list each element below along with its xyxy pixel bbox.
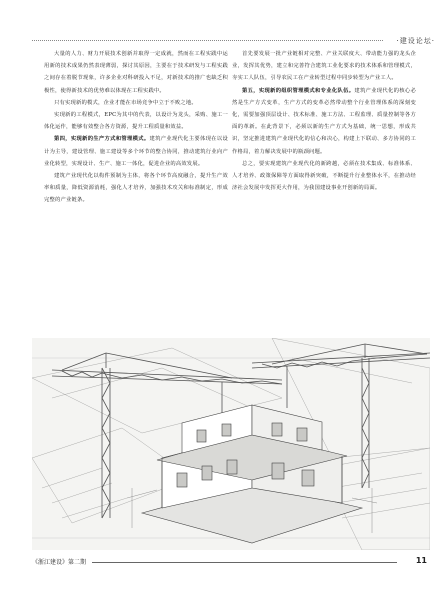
paragraph — [232, 48, 416, 85]
paragraph-text: 建筑产业现代化主要体现在以设计为主导，建设管理、施工建设等多个环节的整合协同，推动建筑行业向产业化转型，实现设计、生产、施工一体化，促进企业的高效发展。 — [44, 136, 228, 167]
paragraph-text: 建筑产业现代化以构件预制为主体，将各个环节高度融合，提升生产效率和质量，降低资源消耗，强化人才培养，加强技术攻关和标准制定，形成完整的产业链条。 — [44, 173, 228, 204]
header-divider — [32, 40, 383, 41]
paragraph-lead: 第五，实现新的组织管理模式和专业化队伍。 — [242, 87, 355, 94]
paragraph-text: 只有实现新的模式，企业才能在市场竞争中立于不败之地。 — [54, 99, 197, 106]
journal-name: 《浙江建设》第二期 — [32, 559, 87, 566]
page-number: 11 — [415, 556, 427, 565]
paragraph-text: 建筑产业现代化的核心必然是生产方式变革，生产方式的变革必然带动整个行业管理体系的深刻变化，需要加强顶层设计、技术标准、施工方法、工程监理、质量控制等各方面的革新。在此背景下，必须以新的生产方式为基础，统一思想，形成共识，坚定推进建筑产业现代化的信心和决心，构建上下联动、多方协同的工作格局，着力解决发展中的瓶颈问题。 — [232, 87, 416, 155]
paragraph-text: 首先要发展一批产业链相对完整、产业关联度大、带动能力强的龙头企业，发挥其优势，建立和完善符合建筑工业化要求的技术体系和管理模式，夯实工人队伍，引导农民工在产业转型过程中同步转型为产业工人。 — [232, 51, 416, 82]
paragraph-text: 大量的人力、财力开展技术创新并取得一定成就，然而在工程实践中运用新的技术成果仍然表现薄弱，探讨其原因，主要在于技术研发与工程实践之间存在着脱节现象，许多企业对科研投入不足，对新技术的推广也缺乏积极性，使得新技术的优势难以体现在工程实践中。 — [44, 51, 228, 94]
page-header — [0, 0, 445, 45]
left-text-column — [44, 48, 228, 207]
paragraph — [44, 109, 228, 133]
paragraph — [44, 133, 228, 170]
footer-divider — [92, 562, 397, 563]
paragraph — [232, 158, 416, 195]
paragraph — [44, 170, 228, 207]
section-label: ·建设论坛· — [396, 37, 435, 45]
paragraph-text: 总之，要实现建筑产业现代化的新跨越，必须在技术集成、标准体系、人才培养、政策保障等方面取得新突破，不断提升行业整体水平，在推动经济社会发展中发挥更大作用，为我国建设事业开创新的局面。 — [232, 160, 416, 192]
paragraph — [44, 97, 228, 109]
paragraph — [232, 85, 416, 158]
paragraph — [44, 48, 228, 97]
paragraph-text: 实现新的工程模式，EPC为其中的代表，以设计为龙头，采购、施工一体化运作，能够有效整合各方资源，提升工程质量和效益。 — [44, 112, 228, 131]
paragraph-lead: 第四，实现新的生产方式和管理模式。 — [54, 136, 150, 143]
construction-illustration-svg — [32, 338, 430, 550]
construction-illustration — [32, 338, 430, 550]
page-footer — [32, 557, 427, 569]
right-text-column — [232, 48, 416, 194]
